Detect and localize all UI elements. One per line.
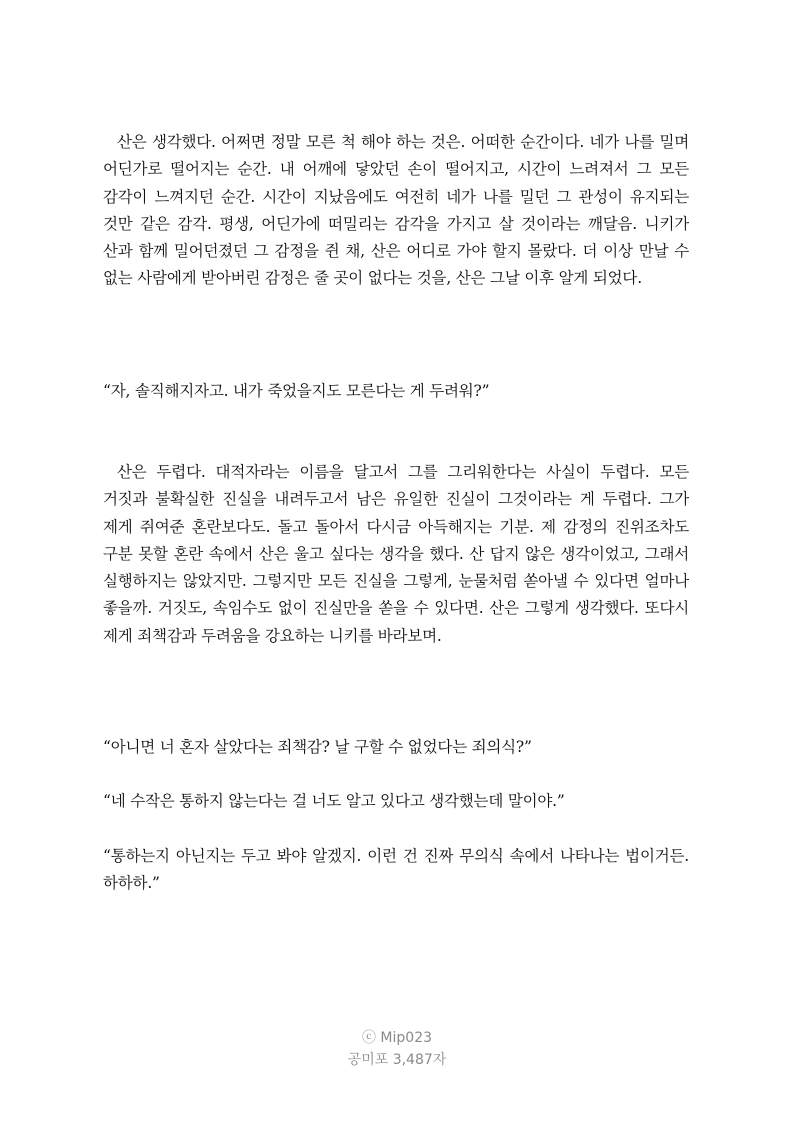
dialogue-line-4: “통하는지 아닌지는 두고 봐야 알겠지. 이런 건 진짜 무의식 속에서 나타나는 법이거든. 하하하.”	[103, 847, 689, 893]
dialogue-line-2: “아니면 너 혼자 살았다는 죄책감? 날 구할 수 없었다는 죄의식?”	[103, 738, 532, 756]
dialogue-line-3: “네 수작은 통하지 않는다는 걸 너도 알고 있다고 생각했는데 말이야.”	[103, 792, 565, 810]
character-count: 공미포 3,487자	[347, 1052, 447, 1068]
narrative-paragraph-2: 산은 두렵다. 대적자라는 이름을 달고서 그를 그리워한다는 사실이 두렵다. 모든 거짓과 불확실한 진실을 내려두고서 남은 유일한 진실이 그것이라는 게 두렵다. 그가 제게 쥐여준 혼란보다도. 돌고 돌아서 다시금 아득해지는 기분. 제 감정의 진위조차도 구분 못할 혼란 속에서 산은 울고 싶다는 생각을 했다. 산 답지 않은 생각이었고, 그래서 실행하지는 않았지만. 그렇지만 모든 진실을 그렇게, 눈물처럼 쏟아낼 수 있다면 얼마나 좋을까. 거짓도, 속임수도 없이 진실만을 쏟을 수 있다면. 산은 그렇게 생각했다. 또다시 제게 죄책감과 두려움을 강요하는 니키를 바라보며.	[103, 463, 689, 645]
narrative-paragraph-1: 산은 생각했다. 어쩌면 정말 모른 척 해야 하는 것은. 어떠한 순간이다. 네가 나를 밀며 어딘가로 떨어지는 순간. 내 어깨에 닿았던 손이 떨어지고, 시간이 느려져서 그 모든 감각이 느껴지던 순간. 시간이 지났음에도 여전히 네가 나를 밀던 그 관성이 유지되는 것만 같은 감각. 평생, 어딘가에 떠밀리는 감각을 가지고 살 것이라는 깨달음. 니키가 산과 함께 밀어던졌던 그 감정을 쥔 채, 산은 어디로 가야 할지 몰랐다. 더 이상 만날 수 없는 사람에게 받아버린 감정은 줄 곳이 없다는 것을, 산은 그날 이후 알게 되었다.	[103, 133, 689, 288]
copyright-notice: ⓒ Mip023	[361, 1030, 433, 1046]
dialogue-line-1: “자, 솔직해지자고. 내가 죽었을지도 모른다는 게 두려워?”	[103, 382, 490, 400]
